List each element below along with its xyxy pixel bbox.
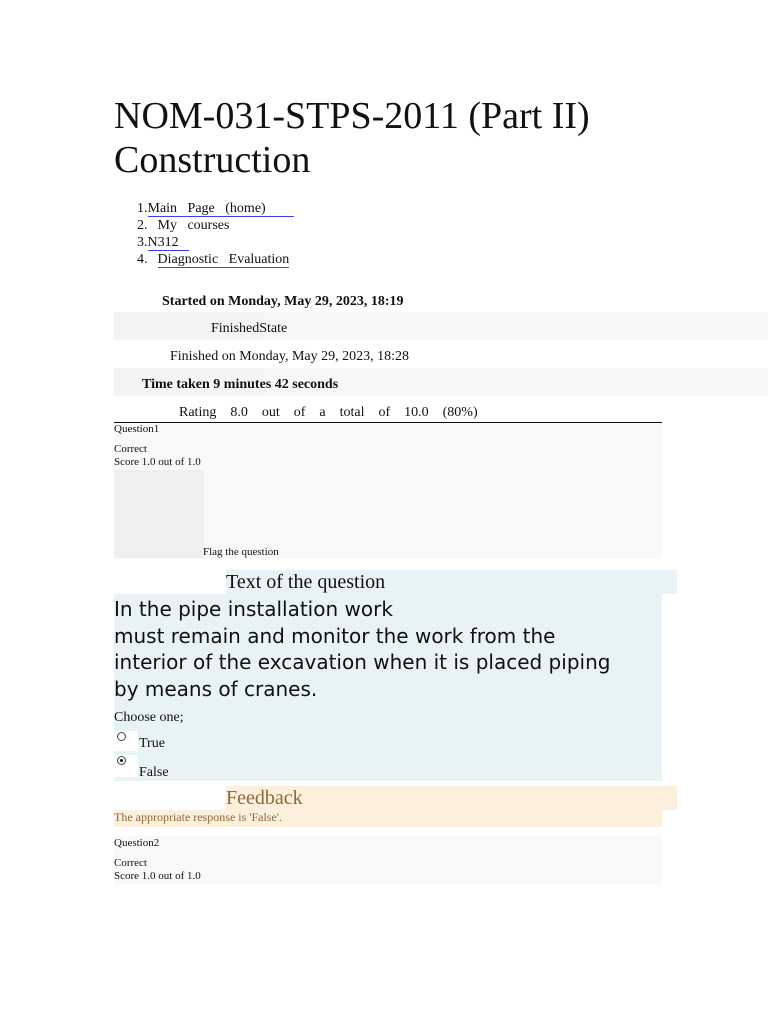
breadcrumb-link-home[interactable]: Main Page (home) [148, 201, 294, 217]
option-true-label[interactable]: True [139, 736, 165, 751]
question1-status: Correct [114, 443, 147, 455]
breadcrumb-link-my-courses[interactable]: My courses [157, 218, 230, 233]
breadcrumb-link-evaluation[interactable]: Diagnostic Evaluation [157, 252, 290, 267]
breadcrumb-number: 4. [137, 252, 148, 267]
question2-status: Correct [114, 857, 147, 869]
question2-score: Score 1.0 out of 1.0 [114, 870, 201, 882]
state-row [211, 321, 287, 337]
started-on: Started on Monday, May 29, 2023, 18:19 [162, 294, 404, 309]
breadcrumb-item-evaluation[interactable] [137, 251, 294, 268]
finished-on: Finished on Monday, May 29, 2023, 18:28 [170, 349, 410, 364]
state-value: Finished [211, 321, 260, 336]
breadcrumb-item-course[interactable] [137, 234, 294, 251]
feedback-text: The appropriate response is 'False'. [114, 810, 282, 824]
choose-one-label: Choose one; [114, 710, 184, 725]
breadcrumb-item-home[interactable] [137, 200, 294, 217]
option-false-label[interactable]: False [139, 765, 169, 780]
question1-score: Score 1.0 out of 1.0 [114, 456, 201, 468]
question2-label: Question2 [114, 837, 160, 849]
question1-text-line2: must remain and monitor the work from the interior of the excavation when it is placed piping by means of cranes. [114, 623, 611, 701]
question1-flag-area [114, 470, 204, 558]
time-taken: Time taken 9 minutes 42 seconds [142, 377, 339, 392]
breadcrumb [137, 200, 294, 268]
flag-question-link[interactable]: Flag the question [203, 546, 279, 558]
breadcrumb-number: 3. [137, 235, 148, 250]
question1-text [114, 596, 624, 702]
feedback-heading: Feedback [226, 787, 303, 809]
question-text-heading: Text of the question [226, 571, 386, 593]
page-title: NOM-031-STPS-2011 (Part II) Construction [114, 95, 590, 181]
radio-false[interactable] [117, 756, 126, 765]
time-row-value-bg [264, 368, 768, 396]
state-label: State [259, 321, 288, 336]
state-row-value-bg [264, 312, 768, 340]
breadcrumb-number: 2. [137, 218, 148, 233]
breadcrumb-number: 1. [137, 201, 148, 216]
rating: Rating 8.0 out of a total of 10.0 (80%) [179, 405, 478, 420]
breadcrumb-item-my-courses[interactable] [137, 217, 294, 234]
question1-label: Question1 [114, 423, 160, 435]
question1-text-line1: In the pipe installation work [114, 597, 393, 621]
radio-true[interactable] [117, 732, 126, 741]
breadcrumb-link-course[interactable]: N312 [148, 235, 189, 251]
